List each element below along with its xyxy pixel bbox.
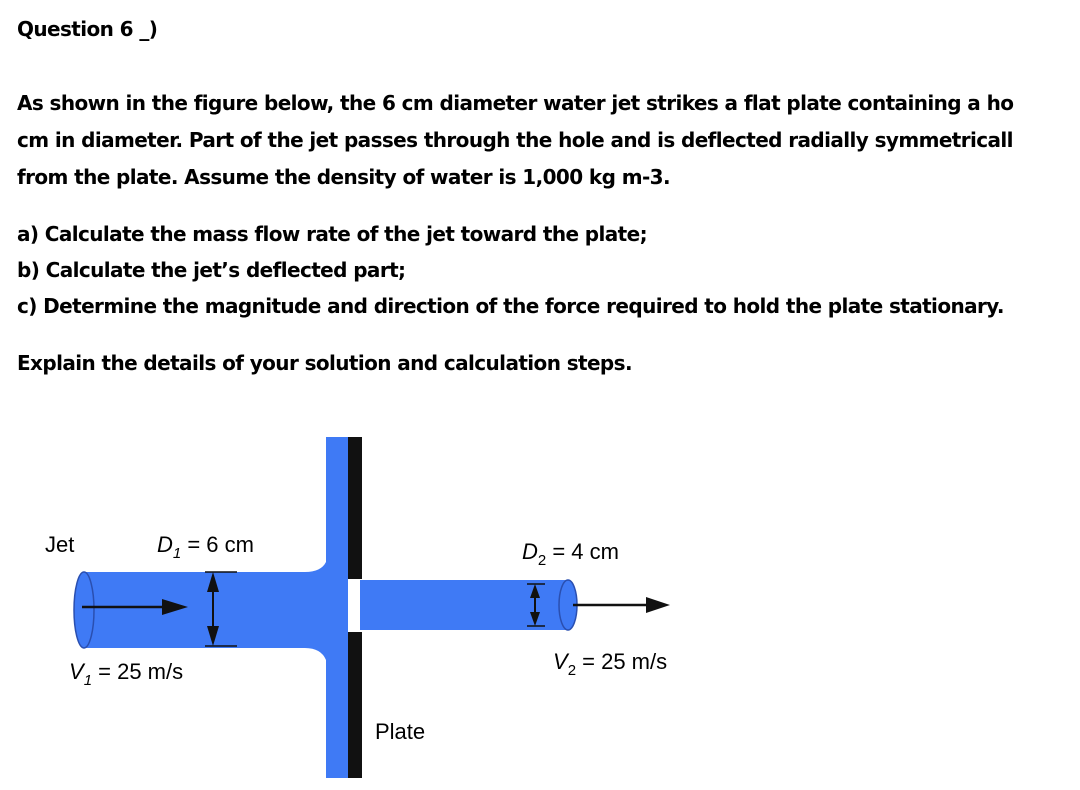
question-body-line-1: As shown in the figure below, the 6 cm diameter water jet strikes a flat plate containing a ho <box>17 91 1014 115</box>
question-part-c: c) Determine the magnitude and direction of the force required to hold the plate stationary. <box>17 294 1004 318</box>
question-body-line-2: cm in diameter. Part of the jet passes through the hole and is deflected radially symmetricall <box>17 128 1013 152</box>
d1-label: $D_1 = 6$ cm <box>157 532 254 562</box>
plate-upper <box>348 437 362 579</box>
v1-label: $V_1 = 25$ m/s <box>69 659 184 689</box>
question-part-b: b) Calculate the jet’s deflected part; <box>17 258 406 282</box>
question-instruction: Explain the details of your solution and calculation steps. <box>17 351 632 375</box>
v2-label: $V_2 = 25$ m/s <box>553 649 668 679</box>
jet-label: Jet <box>45 532 75 557</box>
jet-inlet-cap <box>74 572 94 648</box>
question-body-line-3: from the plate. Assume the density of water is 1,000 kg m-3. <box>17 165 670 189</box>
plate-label: Plate <box>375 719 426 744</box>
d2-label: $D_2 = 4$ cm <box>522 539 619 569</box>
plate-lower <box>348 632 362 778</box>
question-part-a: a) Calculate the mass flow rate of the jet toward the plate; <box>17 222 647 246</box>
question-title: Question 6 _) <box>17 17 158 41</box>
v2-arrow-head <box>646 597 670 613</box>
water-through-hole <box>360 580 568 630</box>
